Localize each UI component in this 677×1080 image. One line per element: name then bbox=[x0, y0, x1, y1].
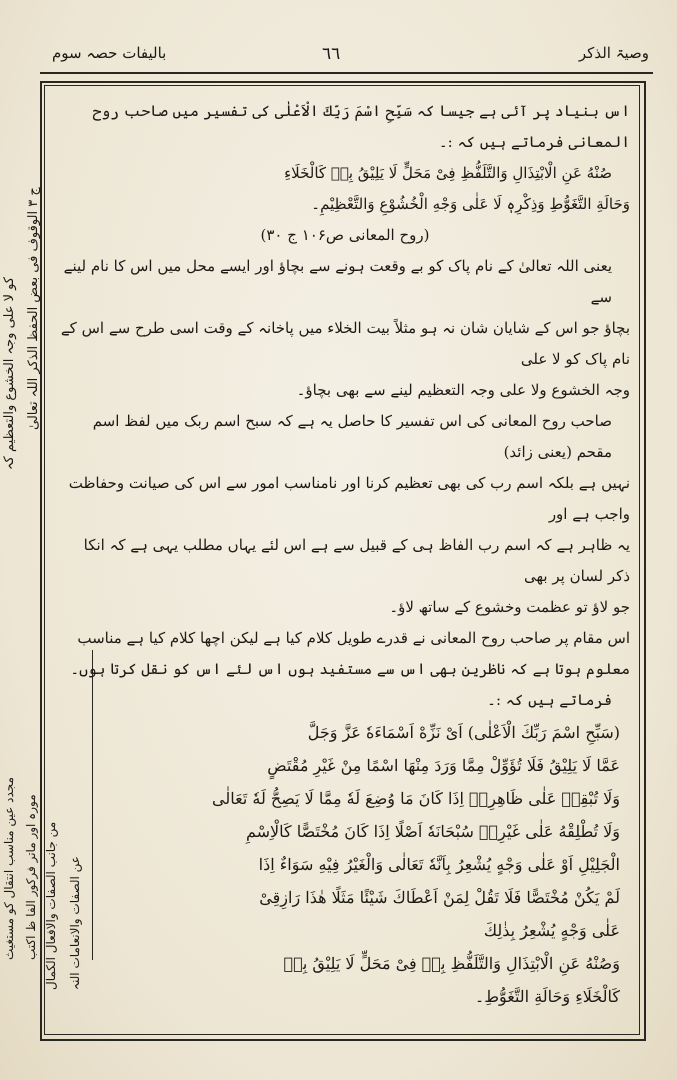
quote-line: (سَبِّحِ اسْمَ رَبِّكَ الْاَعْلٰی) اَیْ نَزِّهْ اَسْمَاءَهٗ عَزَّ وَجَلَّ bbox=[307, 723, 620, 742]
margin-note: من جانب الصفات والافعال الکمال bbox=[44, 821, 58, 990]
paragraph: اس بنیاد پر آئی ہے جیسا کہ سَبِّحِ اسْمَ رَبِّكَ الْاَعْلٰی کی تفسیر میں صاحب روح المعانی فرماتے ہیں کہ :۔ bbox=[92, 102, 630, 151]
header-book-title: بالیفات حصہ سوم bbox=[52, 44, 167, 62]
quote-line: كَالْخَلَاءِ وَحَالَةِ التَّغَوُّطِ۔ bbox=[474, 987, 620, 1006]
main-text bbox=[60, 96, 630, 1013]
header-rule bbox=[40, 72, 653, 74]
quote-line: لَمْ یَكُنْ مُخْتَصًّا فَلَا تَقُلْ لِمَنْ اَعْطَاكَ شَیْئًا مَثَلًا هٰذَا رَازِقِیْ bbox=[259, 888, 620, 907]
arabic-citation-line: وَحَالَةِ التَّغَوُّطِ وَذِكْرِهٖ لَا عَلٰی وَجْهِ الْخُشُوْعِ وَالتَّعْظِیْمِ۔ bbox=[311, 195, 630, 213]
page-number: ٦٦ bbox=[322, 44, 341, 64]
paragraph: فرماتے ہیں کہ :۔ bbox=[487, 691, 612, 709]
margin-note: مجدد عین مناسب انتقال کو مستغیث bbox=[2, 777, 16, 960]
paragraph: نہیں ہے بلکہ اسم رب کی بھی تعظیم کرنا اور نامناسب امور سے اس کی صیانت وحفاظت واجب ہے اور bbox=[68, 474, 630, 523]
quote-line: عَلٰی وَجْهٍ یُشْعِرُ بِذٰلِكَ bbox=[483, 921, 620, 940]
quote-line: وَلَا تُطْلِقْهُ عَلٰی غَیْرِهٖ سُبْحَانَهٗ اَصْلًا اِذَا كَانَ مُخْتَصًّا كَالْاِسْمِ bbox=[245, 822, 620, 841]
quote-line: وَصُنْهُ عَنِ الْابْتِذَالِ وَالتَّلَفُّظِ بِهٖ فِیْ مَحَلٍّ لَا یَلِیْقُ بِهٖ bbox=[283, 954, 620, 973]
header-chapter-title: وصیۃ الذکر bbox=[578, 44, 649, 62]
arabic-quote bbox=[102, 716, 630, 1013]
paragraph: یعنی اللہ تعالیٰ کے نام پاک کو بے وقعت ہونے سے بچاؤ اور ایسے محل میں اس کا نام لینے سے bbox=[63, 257, 612, 306]
paragraph: اس مقام پر صاحب روح المعانی نے قدرے طویل کلام کیا ہے لیکن اچھا کلام کیا ہے مناسب bbox=[77, 629, 630, 647]
quote-line: الْجَلِیْلِ اَوْ عَلٰی وَجْهٍ یُشْعِرُ بِاَنَّهٗ تَعَالٰی وَالْغَیْرُ فِیْهِ سَوَاءٌ اِذَا bbox=[258, 855, 620, 874]
paragraph: بچاؤ جو اس کے شایان شان نہ ہو مثلاً بیت الخلاء میں پاخانہ کے وقت اسی طرح سے اس کے نام پاک کو لا علی bbox=[60, 319, 630, 368]
quote-line: وَلَا تُبْقِهٖ عَلٰی ظَاهِرِهٖ اِذَا كَانَ مَا وُضِعَ لَهٗ مِمَّا لَا یَصِحُّ لَهٗ تَعَالٰی bbox=[212, 789, 620, 808]
margin-note: ج ۳ الوقوف فی بعض الحفظ الذکر اللہ تعالیٰ bbox=[26, 187, 41, 430]
reference: (روح المعانی ص۱۰۶ ج ۳۰) bbox=[260, 226, 430, 244]
margin-note: مورہ اور ماتر فرکور الفا ظ اکتب bbox=[24, 794, 38, 960]
paragraph: صاحب روح المعانی کی اس تفسیر کا حاصل یہ ہے کہ سبح اسم ربک میں لفظ اسم مقحم (یعنی زائد) bbox=[92, 412, 612, 461]
margin-note: کو لا علی وجہ الخشوع والتعظیم کہ bbox=[2, 276, 17, 470]
paragraph: معلوم ہوتا ہے کہ ناظرین بھی اس سے مستفید ہوں اس لئے اس کو نقل کرتا ہوں۔ bbox=[70, 660, 630, 678]
paragraph: وجہ الخشوع ولا علی وجہ التعظیم لینے سے بھی بچاؤ۔ bbox=[296, 381, 630, 399]
margin-note: عن الصفات والانعامات النہ bbox=[68, 856, 82, 990]
arabic-citation-line: صُنْهُ عَنِ الْابْتِذَالِ وَالتَّلَفُّظِ فِیْ مَحَلٍّ لَا یَلِیْقُ بِهٖ كَالْخَلَاءِ bbox=[284, 164, 612, 182]
paragraph: یہ ظاہر ہے کہ اسم رب الفاظ ہی کے قبیل سے ہے اس لئے یہاں مطلب یہی ہے کہ انکا ذکر لسان پر بھی bbox=[83, 536, 630, 585]
quote-line: عَمَّا لَا یَلِیْقُ فَلَا تُؤَوِّلْ مِمَّا وَرَدَ مِنْهَا اسْمًا مِنْ غَیْرِ مُقْتَضٍ bbox=[267, 756, 620, 775]
paragraph: جو لاؤ تو عظمت وخشوع کے ساتھ لاؤ۔ bbox=[389, 598, 630, 616]
